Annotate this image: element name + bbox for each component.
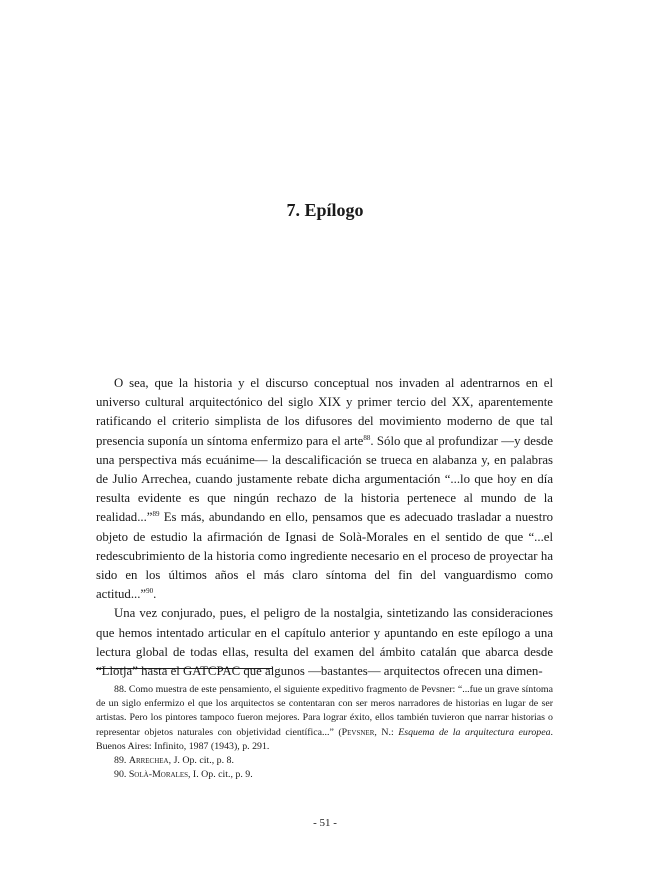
footnote-89	[96, 754, 553, 768]
footnote-88-rest: . Buenos Aires: Infinito, 1987 (1943), p. 291.	[96, 726, 553, 752]
footnote-88-book-title: Esquema de la arquitectura europea	[398, 726, 551, 738]
footnote-88-after-author: , N.:	[374, 726, 399, 738]
footnote-88-text: 88. Como muestra de este pensamiento, el siguiente expeditivo fragmento de Pevsner: “...fue un grave síntoma de un siglo enfermizo el que los arquitectos se contentaran con ser meros narradores de historias en lugar de ser artistas. Pero los pintores tampoco fueron mejores. Para lograr éxito, ellos también tuvieron que narrar historias o representar objetos naturales con objetividad científica...” (	[96, 684, 553, 738]
footnote-90-rest: , I. Op. cit., p. 9.	[187, 769, 253, 781]
chapter-title: 7. Epílogo	[286, 200, 364, 220]
footnote-88	[96, 683, 553, 754]
footnote-ref-88: 88	[363, 433, 371, 442]
page-number: - 51 -	[313, 817, 337, 829]
footnote-88-author: Pevsner	[341, 726, 375, 738]
paragraph-1-part-d: .	[153, 587, 157, 602]
body-text	[96, 374, 553, 681]
footnote-89-author: Arrechea	[128, 755, 169, 767]
footnotes	[96, 683, 553, 782]
footnote-89-rest: , J. Op. cit., p. 8.	[168, 755, 234, 767]
paragraph-1-part-c: Es más, abundando en ello, pensamos que es adecuado trasladar a nuestro objeto de estudio la afirmación de Ignasi de Solà-Morales en el sentido de que “...el redescubrimiento de la historia como ingrediente necesario en el proceso de proyectar ha sido en los últimos años el más claro síntoma del fin del vanguardismo como actitud...”	[96, 510, 553, 602]
footnote-89-number: 89.	[114, 755, 129, 767]
footnote-90-number: 90.	[114, 769, 129, 781]
footnote-ref-89: 89	[152, 510, 160, 519]
paragraph-1-part-b: . Sólo que al profundizar —y desde una perspectiva más ecuánime— la descalificación se trueca en alabanza y, en palabras de Julio Arrechea, cuando justamente rebate dicha argumentación “...lo que hoy en día resulta evidente es que ningún rechazo de la historia pertenece al mundo de la realidad...”	[96, 433, 553, 525]
footnote-ref-90: 90	[146, 587, 154, 596]
paragraph-1-part-a: O sea, que la historia y el discurso conceptual nos invaden al adentrarnos en el universo cultural arquitectónico del siglo XIX y primer tercio del XX, aparentemente ratificando el criterio simplista de los difusores del movimiento moderno de que tal presencia suponía un síntoma enfermizo para el arte	[96, 376, 553, 448]
footnote-separator	[96, 668, 272, 669]
footnote-90	[96, 768, 553, 782]
footnote-90-author: Solà-Morales	[128, 769, 188, 781]
paragraph-1	[96, 374, 553, 604]
paragraph-2: Una vez conjurado, pues, el peligro de la nostalgia, sintetizando las consideraciones que hemos intentado articular en el capítulo anterior y apuntando en este epílogo a una lectura global de todas ellas, resulta del examen del ámbito catalán que abarca desde “Llotja” hasta el GATCPAC que algunos —bastantes— arquitectos ofrecen una dimen-	[96, 606, 553, 679]
